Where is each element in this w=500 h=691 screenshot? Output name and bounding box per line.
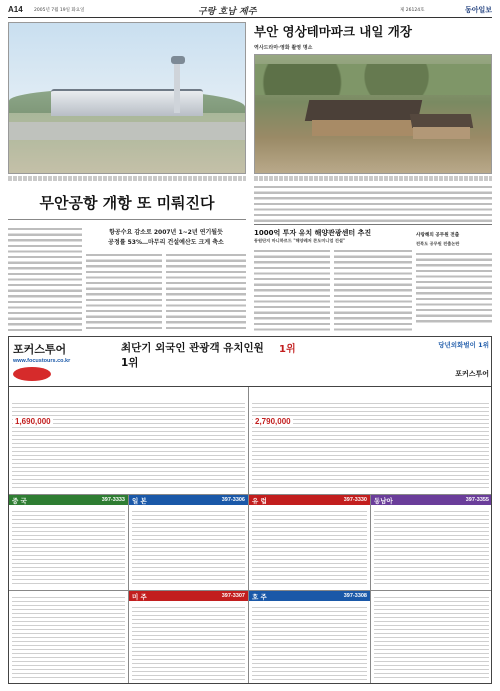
travel-advertisement: [8, 336, 492, 684]
ad-phone: 397-3306: [221, 496, 245, 503]
ad-title: 최단기 외국인 관광객 유치인원 1위: [121, 342, 264, 369]
brand-url: www.focustours.co.kr: [13, 358, 71, 364]
sidebar-subtitle: 전북도 공무원 전출논란: [416, 241, 460, 246]
article-body: [334, 248, 412, 332]
ad-section: [249, 387, 492, 495]
ad-section-label: 호 주: [252, 593, 267, 601]
ad-phone: 397-3307: [221, 592, 245, 599]
theme-park-photo: [254, 54, 492, 174]
ad-section: [249, 591, 371, 684]
ad-section: [371, 591, 492, 684]
subhead: 항공수요 감소로 2007년 1~2년 연기될듯: [109, 229, 223, 236]
ad-phone: 397-3333: [101, 496, 125, 503]
section-title: 구랑 호남 제주: [198, 7, 257, 17]
ad-brand: [13, 341, 117, 383]
ad-section-label: 동남아: [374, 497, 393, 505]
story-kicker: 역사드라마·영화 촬영 명소: [254, 45, 313, 51]
article-body: [254, 184, 492, 222]
story-kicker: 동원단지 마니하르드 "해양레저 콘도미니엄 건설": [254, 238, 346, 243]
masthead: [8, 4, 492, 18]
article-body: [254, 248, 330, 332]
ad-section-label: 미 주: [132, 593, 147, 601]
ad-section-label: 중 국: [12, 497, 27, 505]
issue-date: 2005년 7월 19일 화요일: [34, 8, 85, 13]
sidebar-title: 사랑해의 공무원 전출: [416, 233, 460, 238]
ad-rank: 1위: [279, 344, 296, 355]
photo-caption: [8, 176, 246, 181]
ad-phone: 397-3355: [465, 496, 489, 503]
ad-price: 1,690,000: [15, 417, 51, 426]
paper-logo: 동아일보: [464, 5, 492, 14]
ad-section: [9, 591, 129, 684]
brand-logo-icon: [13, 367, 51, 381]
article-body: [166, 252, 246, 332]
ad-phone: 397-3330: [343, 496, 367, 503]
ad-section: [249, 495, 371, 591]
ad-grid: [9, 387, 491, 684]
story-subheads: [86, 228, 246, 248]
ad-section: [129, 495, 249, 591]
page-number: A14: [8, 5, 23, 14]
ad-phone: 397-3308: [343, 592, 367, 599]
story-headline: 부안 영상테마파크 내일 개장: [254, 24, 412, 39]
ad-section: [129, 591, 249, 684]
divider: [254, 224, 492, 225]
ad-right-head: 당년외화벌이 1위: [438, 341, 489, 349]
photo-caption: [254, 176, 492, 181]
ad-section: [371, 495, 492, 591]
ad-section-label: 일 본: [132, 497, 147, 505]
subhead: 공정률 53%…마무리 건설예산도 크게 축소: [108, 239, 224, 246]
ad-right-name: 포커스투어: [455, 370, 489, 378]
issue-number: 제 26124호: [400, 8, 425, 13]
airport-photo: [8, 22, 246, 174]
ad-header: [9, 337, 491, 387]
article-body: [8, 226, 82, 332]
ad-section: [9, 387, 249, 495]
ad-price: 2,790,000: [255, 417, 291, 426]
sidebar-article: [416, 232, 492, 323]
ad-section: [9, 495, 129, 591]
article-body: [86, 252, 162, 332]
ad-section-label: 유 럽: [252, 497, 267, 505]
story-headline: 무안공항 개항 또 미뤄진다: [8, 186, 246, 220]
brand-name: 포커스투어: [13, 343, 67, 356]
story-headline: 1000억 투자 유치 해양관광센터 추진: [254, 229, 372, 237]
